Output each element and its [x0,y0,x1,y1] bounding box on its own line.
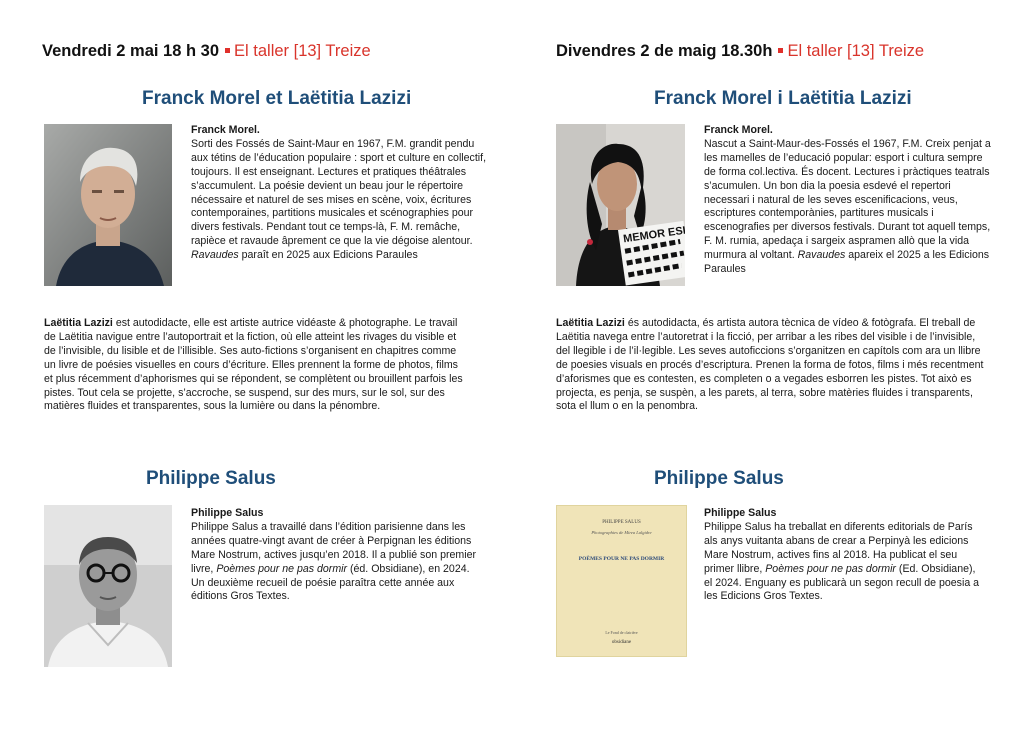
bullet-square-icon [778,48,783,53]
philippe-book-title: Poèmes pour ne pas dormir [765,562,896,575]
event1-title: Franck Morel et Laëtitia Lazizi [142,88,412,109]
franck-morel-bio [704,124,994,277]
philippe-bio-text-a: Philippe Salus a travaillé dans l’édition parisienne dans les années quatre-vingt avant de créer à Perpignan les éditions Mare Nostrum, actives jusqu’en 2018. Il a publié son premier livre, [191,520,476,575]
laetitia-lazizi-bio [556,317,986,414]
laetitia-bio-text: és autodidacta, és artista autora tècnica de vídeo & fotògrafa. El treball de Laëtitia navega entre l’autoretrat i la ficció, per arribar a les ribes del visible i de l’invisible, del llegible i de l’il·legible. Les seves autoficcions s’organitzen en capítols com ara un llibre de poesies visuals en procés d’escriptura. Prenen la forma de fotos, films i més recentment d’aforismes que es contesten, es completen o a vegades esborren les pistes. Tot això es projecta, es penja, se suspèn, a les parets, al terra, sobre matèries fluides i transparents, sota el llum o en la penombra. [556,317,984,413]
franck-morel-bio [191,124,491,263]
book-cover-image [556,505,687,657]
philippe-book-title: Poèmes pour ne pas dormir [216,562,348,575]
book-cover-author: PHILIPPE SALUS [602,520,641,525]
event-date: Divendres 2 de maig 18.30h [556,42,773,60]
philippe-bio-text-a: Philippe Salus ha treballat en diferents editorials de París als anys vuitanta abans de crear a Perpinyà les edicions Mare Nostrum, actives fins al 2018. Ha publicat el seu primer llibre, [704,520,973,575]
philippe-salus-bio [704,507,984,604]
franck-book-title: Ravaudes [797,249,846,262]
event-date-line [42,42,371,61]
laetitia-bio-text: est autodidacte, elle est artiste autrice vidéaste & photographe. Le travail de Laëtitia navigue entre l’autoportrait et la fiction, où elle atteint les rivages du visible et de l’invisible, du lisible et de l’illisible. Ses auto-fictions s’organisent en chapitres comme un livre de poésies visuelles en cours d’écriture. Elles prennent la forme de photos, films et plus récemment d’aphorismes qui se répondent, se complètent ou brouillent parfois les pistes. Tout cela se projette, s’accroche, se suspend, sur des murs, sur le sol, sur des matières fluides et transparentes, sous la lumière ou dans la pénombre. [44,317,463,413]
philippe-bio-text-b: (éd. Obsidiane), en 2024. Un deuxième recueil de poésie paraîtra cette année aux éditions Gros Textes. [191,562,470,603]
event1-title: Franck Morel i Laëtitia Lazizi [654,88,912,109]
franck-name: Franck Morel. [191,124,260,136]
philippe-salus-bio [191,507,481,604]
philippe-salus-photo [44,505,172,667]
event-venue: El taller [13] Treize [787,42,925,60]
laetitia-name: Laëtitia Lazizi [44,317,113,329]
book-cover-publisher: obsidiane [611,640,632,645]
franck-bio-text-b: apareix el 2025 a les Edicions Paraules [704,249,990,276]
book-cover-subtitle: Photographies de Mirea Lalgidre [591,530,652,535]
laetitia-name: Laëtitia Lazizi [556,317,625,329]
franck-morel-photo [44,124,172,286]
event-date: Vendredi 2 mai 18 h 30 [42,42,220,60]
franck-bio-text-a: Sorti des Fossés de Saint-Maur en 1967, F.M. grandit pendu aux tétins de l’éducation populaire : sport et culture en collectif, toujours. Il est enseignant. Lectures et pratiques théâtrales s’accumulent. La poésie devient un beau jour le répertoire nécessaire et naturel de ses mises en scène, voix, écritures contemporaines, partitions musicales et scénographies pour divers festivals. Pendant tout ce temps-là, F. M. remâche, rapièce et ravaude âprement ce que la vie dégoise alentour. [191,137,487,248]
franck-bio-text-a: Nascut a Saint-Maur-des-Fossés el 1967, F.M. Creix penjat a les mamelles de l’educació popular: esport i cultura sempre de forma col.lectiva. És docent. Lectures i pràctiques teatrals s’acumulen. Un bon dia la poesia esdevé el repertori necessari i natural de les seves escenificacions, veus, escriptures contemporànies, partitures musicals i escenografies per diversos festivals. Durant tot aquell temps, F. M. rumia, apedaça i sargeix aspramen allò que la vida murmura al voltant. [704,137,991,262]
franck-bio-text-b: paraît en 2025 aux Edicions Paraules [238,249,418,262]
event-date-line [556,42,924,61]
book-cover-collection: Le Fond de clairière [605,630,638,635]
right-column-catalan [556,0,996,730]
event2-title: Philippe Salus [654,468,784,489]
left-column-french [42,0,492,730]
philippe-name: Philippe Salus [704,507,777,519]
franck-book-title: Ravaudes [191,249,239,262]
event2-title: Philippe Salus [146,468,276,489]
franck-name: Franck Morel. [704,124,773,136]
philippe-name: Philippe Salus [191,507,264,519]
book-cover-title: POÈMES POUR NE PAS DORMIR [578,556,665,562]
bullet-square-icon [225,48,230,53]
event-venue: El taller [13] Treize [234,42,371,60]
laetitia-lazizi-bio [44,317,464,414]
laetitia-lazizi-photo [556,124,685,286]
philippe-bio-text-b: (Ed. Obsidiane), el 2024. Enguany es publicarà un segon recull de poesia a les Edicions Gros Textes. [704,562,980,603]
